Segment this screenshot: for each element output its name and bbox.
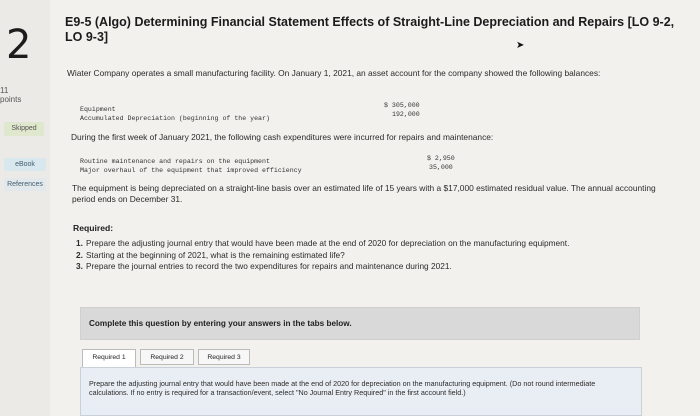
question-number: 2 [6, 22, 32, 68]
expenditure-label-overhaul: Major overhaul of the equipment that improved efficiency [80, 167, 302, 174]
requirement-item: 2. Starting at the beginning of 2021, what is the remaining estimated life? [76, 249, 345, 260]
expenditures-intro: During the first week of January 2021, the following cash expenditures were incurred for repairs and maintenance: [71, 132, 494, 142]
ebook-link[interactable]: eBook [4, 158, 46, 171]
tab-required-2[interactable]: Required 2 [140, 349, 194, 365]
points-number: 11 [0, 86, 9, 95]
references-link[interactable]: References [4, 178, 46, 191]
complete-instructions-bar [80, 307, 640, 340]
expenditure-value-overhaul: 35,000 [429, 164, 453, 171]
balance-label-accum-dep: Accumulated Depreciation (beginning of the year) [80, 115, 270, 122]
tab-required-3[interactable]: Required 3 [198, 349, 250, 365]
complete-instructions-text: Complete this question by entering your answers in the tabs below. [89, 319, 352, 328]
requirements-list [76, 238, 636, 273]
points-label: points [0, 95, 22, 104]
required-heading: Required: [73, 223, 114, 233]
requirement-item: 1. Prepare the adjusting journal entry that would have been made at the end of 2020 for depreciation on the manufacturing equipment. [76, 238, 570, 248]
intro-text: Wiater Company operates a small manufacturing facility. On January 1, 2021, an asset account for the company showed the following balances: [67, 68, 601, 78]
question-title: E9-5 (Algo) Determining Financial Statement Effects of Straight-Line Depreciation and Repairs [LO 9-2, LO 9-3] [65, 15, 675, 44]
requirement-item: 3. Prepare the journal entries to record the two expenditures for repairs and maintenance during 2021. [76, 261, 452, 271]
answer-tabs [80, 349, 640, 367]
tab-required-1[interactable]: Required 1 [82, 349, 136, 367]
balance-value-accum-dep: 192,000 [392, 111, 420, 118]
expenditure-label-routine: Routine maintenance and repairs on the equipment [80, 158, 270, 165]
expenditure-value-routine: $ 2,950 [427, 155, 455, 162]
balance-label-equipment: Equipment [80, 106, 116, 113]
equipment-text: The equipment is being depreciated on a straight-line basis over an estimated life of 15 years with a $17,000 estimated residual value. The annual accounting period ends on December 31. [72, 183, 656, 204]
balance-value-equipment: $ 305,000 [384, 102, 420, 109]
mouse-cursor-icon: ➤ [516, 40, 525, 51]
tab-panel [80, 367, 642, 416]
skipped-badge: Skipped [4, 122, 44, 136]
tab-panel-instructions: Prepare the adjusting journal entry that would have been made at the end of 2020 for depreciation on the manufacturing equipment. (Do not round intermediate calculations. If no entry is required for a transaction/event, select "No Journal Entry Required" in the first account field.) [89, 379, 596, 397]
